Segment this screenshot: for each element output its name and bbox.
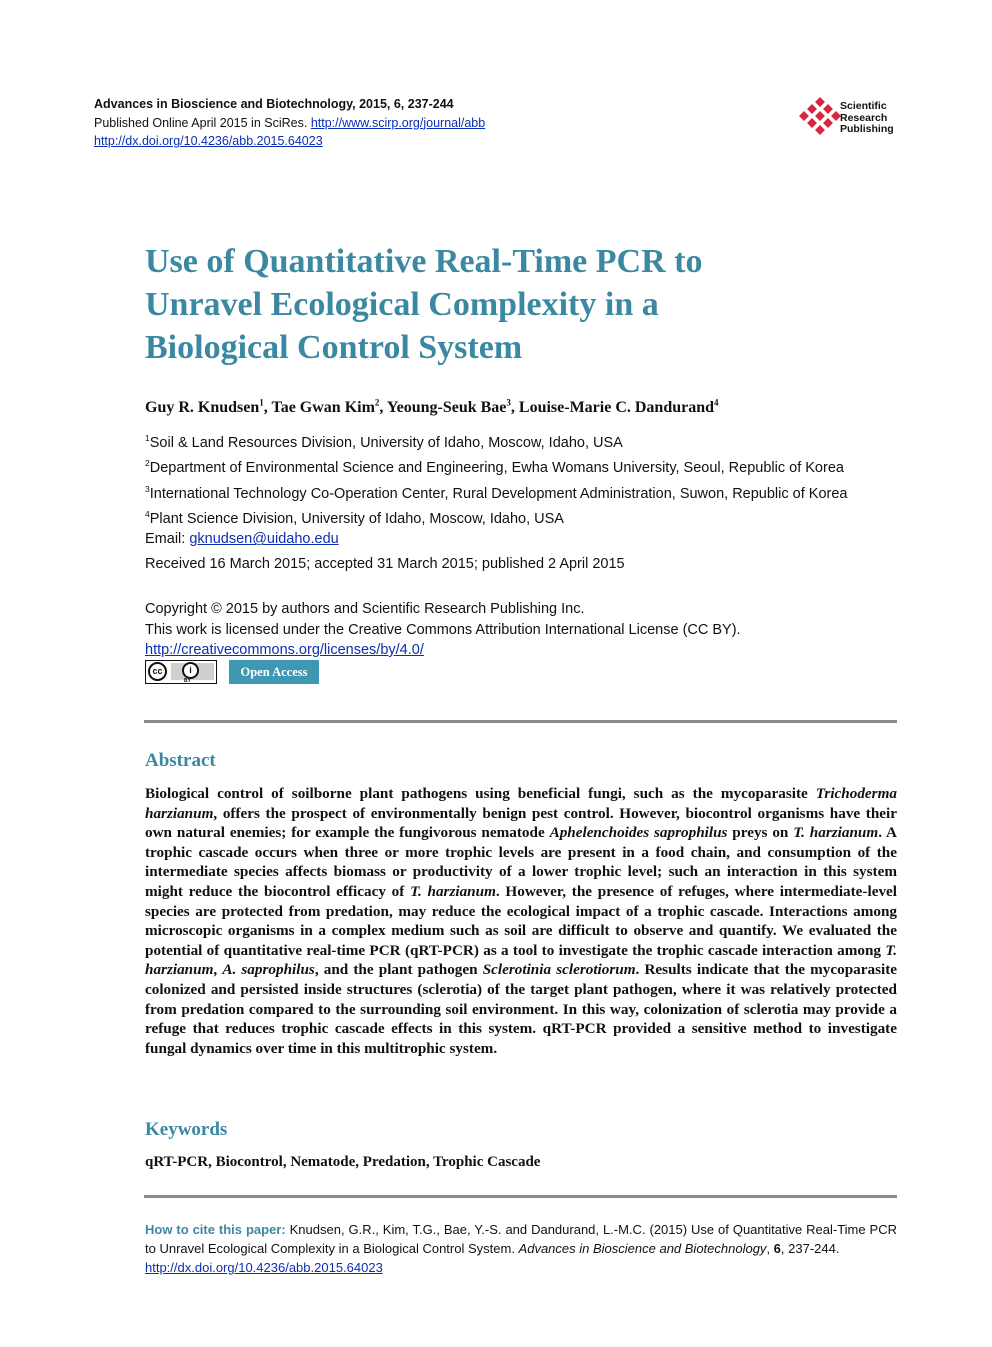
logo-line-1: Scientific [840,100,887,112]
logo-line-3: Publishing [840,123,894,135]
abstract-heading: Abstract [145,750,216,771]
published-online: Published Online April 2015 in SciRes. [94,115,308,130]
logo-diamond [823,118,833,128]
received-dates: Received 16 March 2015; accepted 31 March 2015; published 2 April 2015 [145,556,625,572]
copyright-line: Copyright © 2015 by authors and Scientific Research Publishing Inc. [145,601,585,617]
open-access-badge[interactable]: Open Access [229,660,319,684]
section-divider [144,720,897,723]
journal-link[interactable]: http://www.scirp.org/journal/abb [310,115,486,130]
logo-diamond [799,111,809,121]
journal-citation: Advances in Bioscience and Biotechnology, 2015, 6, 237-244 [94,97,454,111]
email-link[interactable]: gknudsen@uidaho.edu [189,531,339,548]
cc-by-badge[interactable] [145,660,217,684]
email-line: Email: gknudsen@uidaho.edu [145,531,339,548]
keywords-heading: Keywords [145,1119,228,1140]
logo-diamond [815,97,825,107]
author: Guy R. Knudsen$^1$, [145,398,272,417]
publication-line [94,114,485,133]
keywords-text: qRT-PCR, Biocontrol, Nematode, Predation, Trophic Cascade [145,1154,541,1170]
section-divider [144,1195,897,1198]
author-list [145,398,719,417]
affiliations [145,428,847,550]
cite-label: How to cite this paper: [145,1222,286,1237]
paper-title [145,240,865,369]
logo-line-2: Research [840,111,888,124]
license-line: This work is licensed under the Creative Commons Attribution International License (CC BY). [145,621,741,638]
affiliation: $^1$Soil & Land Resources Division, University of Idaho, Moscow, Idaho, USA [145,433,623,451]
cite-doi-link[interactable]: http://dx.doi.org/10.4236/abb.2015.64023 [145,1260,383,1275]
abstract-text: Biological control of soilborne plant pathogens using beneficial fungi, such as the mycoparasite Trichoderma harzianum, offers the prospect of environmentally benign pest control. However, biocontrol organisms have their own natural enemies; for example the fungivorous nematode Aphelenchoides saprophilus preys on T. harzianum. A trophic cascade occurs when three or more trophic levels are present in a food chain, and consumption of the intermediate species affects biomass or productivity of a lower trophic level; such an interaction in this system might reduce the biocontrol efficacy of T. harzianum. However, the presence of refuges, where intermediate-level species are protected from predation, may reduce the ecological impact of a trophic cascade. Interactions among microscopic organisms in a complex medium such as soil are difficult to observe and quantify. We evaluated the potential of quantitative real-time PCR (qRT-PCR) as a tool to investigate the trophic cascade interaction among T. harzianum, A. saprophilus, and the plant pathogen Sclerotinia sclerotiorum. Results indicate that the mycoparasite colonized and persisted inside structures (sclerotia) of the target plant pathogen, where it was relatively protected from predation compared to the surrounding soil environment. In this way, colonization of sclerotia may provide a refuge that reduces trophic cascade effects in this system. qRT-PCR provided a sensitive method to investigate fungal dynamics over time in this multitrophic system. [145,785,897,1057]
logo-diamond [823,104,833,114]
license-link[interactable]: http://creativecommons.org/licenses/by/4.0/ [145,642,424,658]
title-line-3: Biological Control System [145,329,523,366]
author: Louise-Marie C. Dandurand$^4$ [518,398,719,417]
logo-diamond [807,118,817,128]
copyright-block [145,599,741,661]
logo-diamond [807,104,817,114]
by-label: BY [184,678,191,684]
attribution-icon: i [182,662,199,679]
doi-link[interactable]: http://dx.doi.org/10.4236/abb.2015.64023 [94,134,323,148]
logo-diamond [815,111,825,121]
how-to-cite: How to cite this paper: Knudsen, G.R., Kim, T.G., Bae, Y.-S. and Dandurand, L.-M.C. (2015) Use of Quantitative Real-Time PCR to Unravel Ecological Complexity in a Biological Control System. Advances in Bioscience and Biotechnology, 6, 237-244. http://dx.doi.org/10.4236/abb.2015.64023 [145,1222,897,1275]
title-line-2: Unravel Ecological Complexity in a [145,286,659,323]
logo-text [840,101,894,136]
affiliation: $^4$Plant Science Division, University of Idaho, Moscow, Idaho, USA [145,508,564,527]
author: Tae Gwan Kim$^2$, [271,398,387,417]
journal-header [94,95,485,151]
author: Yeoung-Seuk Bae$^3$, [386,398,519,417]
logo-diamond [815,125,825,135]
cc-icon: cc [148,662,167,681]
title-line-1: Use of Quantitative Real-Time PCR to [145,243,703,280]
affiliation: $^2$Department of Environmental Science and Engineering, Ewha Womans University, Seoul, Republic of Korea [145,458,844,477]
affiliation: $^3$International Technology Co-Operation Center, Rural Development Administration, Suwon, Republic of Korea [145,483,848,502]
